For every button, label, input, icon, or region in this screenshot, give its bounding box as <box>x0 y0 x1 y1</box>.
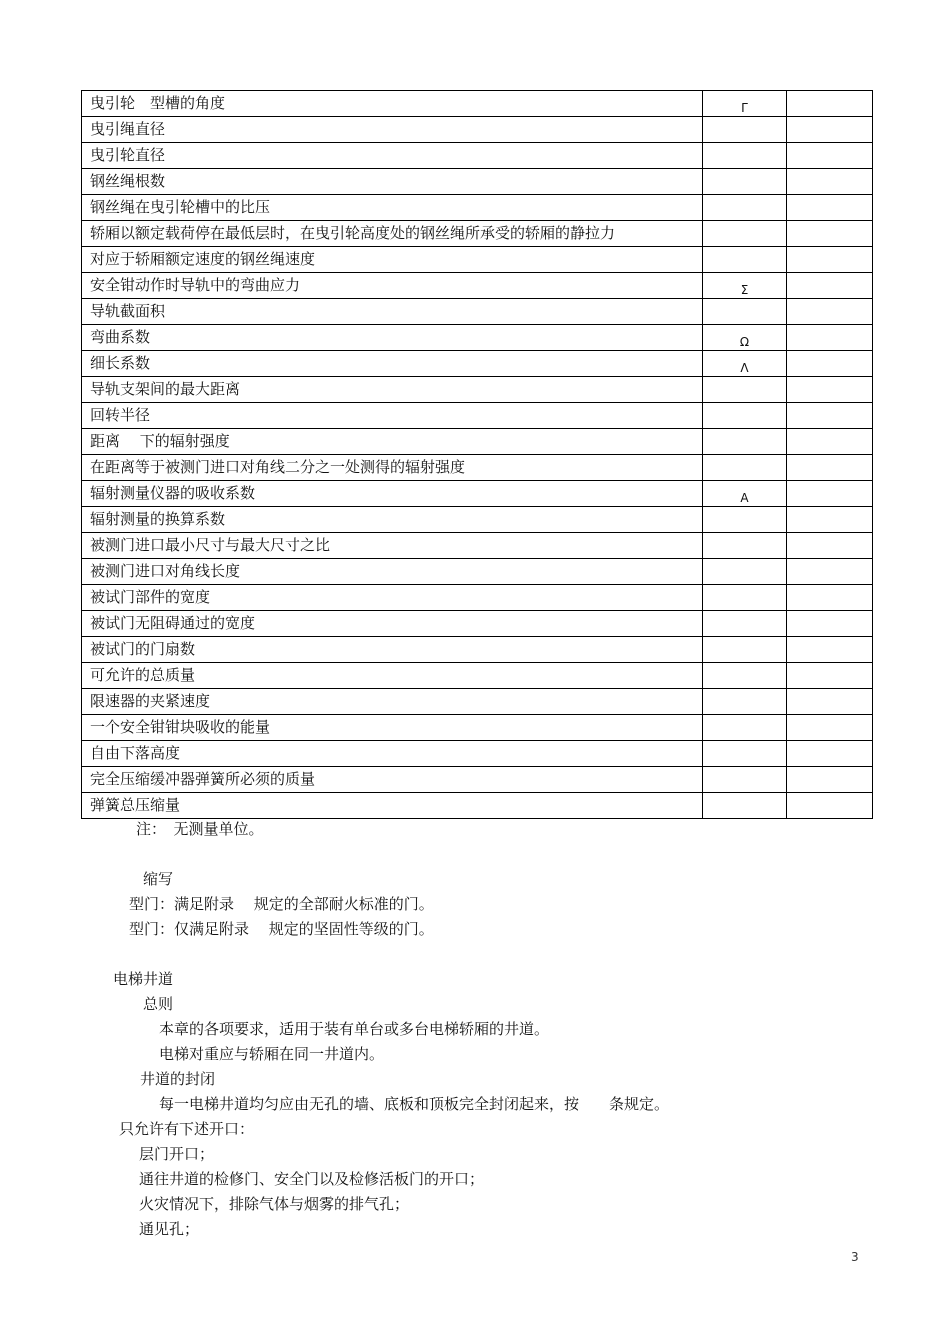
quantity-unit <box>787 195 873 221</box>
quantity-symbol <box>703 767 787 793</box>
quantity-symbol: Σ <box>703 273 787 299</box>
table-row <box>82 767 873 793</box>
quantity-description: 被试门部件的宽度 <box>82 585 703 611</box>
quantity-description: 细长系数 <box>82 351 703 377</box>
quantity-unit <box>787 585 873 611</box>
quantity-unit <box>787 273 873 299</box>
table-row <box>82 247 873 273</box>
table-row <box>82 559 873 585</box>
table-row <box>82 325 873 351</box>
opening-item-2: 通往井道的检修门、安全门以及检修活板门的开口； <box>139 1170 485 1188</box>
quantity-unit <box>787 143 873 169</box>
quantity-description: 钢丝绳根数 <box>82 169 703 195</box>
quantity-description: 对应于轿厢额定速度的钢丝绳速度 <box>82 247 703 273</box>
abbreviations-title: 缩写 <box>143 870 174 888</box>
quantity-unit <box>787 637 873 663</box>
quantity-description: 回转半径 <box>82 403 703 429</box>
quantity-symbol: Λ <box>703 351 787 377</box>
quantity-unit <box>787 169 873 195</box>
table-row <box>82 611 873 637</box>
quantity-unit <box>787 741 873 767</box>
quantity-description: 曳引轮 型槽的角度 <box>82 91 703 117</box>
quantity-symbol <box>703 663 787 689</box>
table-row <box>82 793 873 819</box>
quantity-symbol: Γ <box>703 91 787 117</box>
table-row <box>82 169 873 195</box>
quantity-unit <box>787 715 873 741</box>
quantity-unit <box>787 767 873 793</box>
quantity-description: 钢丝绳在曳引轮槽中的比压 <box>82 195 703 221</box>
quantity-unit <box>787 689 873 715</box>
quantity-symbol <box>703 377 787 403</box>
opening-item-1: 层门开口； <box>139 1145 215 1163</box>
quantity-unit <box>787 429 873 455</box>
table-row <box>82 455 873 481</box>
openings-intro: 只允许有下述开口： <box>119 1120 255 1138</box>
quantity-symbol <box>703 793 787 819</box>
closure-paragraph: 每一电梯井道均匀应由无孔的墙、底板和顶板完全封闭起来，按 条规定。 <box>159 1095 670 1113</box>
quantity-symbol <box>703 195 787 221</box>
table-row <box>82 481 873 507</box>
opening-item-3: 火灾情况下，排除气体与烟雾的排气孔； <box>139 1195 410 1213</box>
quantity-symbol <box>703 429 787 455</box>
quantity-description: 轿厢以额定载荷停在最低层时，在曳引轮高度处的钢丝绳所承受的轿厢的静拉力 <box>82 221 703 247</box>
table-row <box>82 663 873 689</box>
quantity-unit <box>787 117 873 143</box>
table-note: 注： 无测量单位。 <box>136 820 264 838</box>
quantity-symbol <box>703 143 787 169</box>
quantity-description: 一个安全钳钳块吸收的能量 <box>82 715 703 741</box>
table-row <box>82 585 873 611</box>
table-row <box>82 91 873 117</box>
table-row <box>82 351 873 377</box>
quantity-symbol: Α <box>703 481 787 507</box>
symbols-table <box>81 90 873 819</box>
quantity-symbol <box>703 533 787 559</box>
quantity-unit <box>787 403 873 429</box>
opening-item-4: 通见孔； <box>139 1220 200 1238</box>
table-row <box>82 403 873 429</box>
table-row <box>82 221 873 247</box>
quantity-unit <box>787 481 873 507</box>
quantity-symbol <box>703 507 787 533</box>
table-row <box>82 715 873 741</box>
quantity-description: 被测门进口对角线长度 <box>82 559 703 585</box>
quantity-description: 曳引绳直径 <box>82 117 703 143</box>
quantity-description: 可允许的总质量 <box>82 663 703 689</box>
quantity-description: 被试门的门扇数 <box>82 637 703 663</box>
quantity-symbol <box>703 221 787 247</box>
table-row <box>82 429 873 455</box>
quantity-unit <box>787 247 873 273</box>
quantity-symbol: Ω <box>703 325 787 351</box>
quantity-unit <box>787 299 873 325</box>
quantity-description: 安全钳动作时导轨中的弯曲应力 <box>82 273 703 299</box>
quantity-description: 被测门进口最小尺寸与最大尺寸之比 <box>82 533 703 559</box>
quantity-description: 导轨截面积 <box>82 299 703 325</box>
quantity-description: 自由下落高度 <box>82 741 703 767</box>
table-row <box>82 533 873 559</box>
table-row <box>82 273 873 299</box>
quantity-symbol <box>703 611 787 637</box>
chapter-title: 电梯井道 <box>113 970 174 988</box>
quantity-symbol <box>703 585 787 611</box>
quantity-symbol <box>703 247 787 273</box>
quantity-symbol <box>703 637 787 663</box>
quantity-unit <box>787 559 873 585</box>
quantity-description: 弹簧总压缩量 <box>82 793 703 819</box>
general-paragraph-2: 电梯对重应与轿厢在同一井道内。 <box>159 1045 385 1063</box>
quantity-description: 弯曲系数 <box>82 325 703 351</box>
quantity-symbol <box>703 169 787 195</box>
quantity-symbol <box>703 299 787 325</box>
table-row <box>82 637 873 663</box>
quantity-symbol <box>703 741 787 767</box>
quantity-description: 曳引轮直径 <box>82 143 703 169</box>
section-general-title: 总则 <box>143 995 174 1013</box>
quantity-description: 辐射测量的换算系数 <box>82 507 703 533</box>
quantity-unit <box>787 351 873 377</box>
table-row <box>82 377 873 403</box>
quantity-symbol <box>703 455 787 481</box>
quantity-description: 在距离等于被测门进口对角线二分之一处测得的辐射强度 <box>82 455 703 481</box>
quantity-description: 导轨支架间的最大距离 <box>82 377 703 403</box>
quantity-symbol <box>703 689 787 715</box>
table-row <box>82 741 873 767</box>
quantity-unit <box>787 455 873 481</box>
quantity-unit <box>787 91 873 117</box>
table-row <box>82 689 873 715</box>
section-closure-title: 井道的封闭 <box>140 1070 216 1088</box>
quantity-symbol <box>703 715 787 741</box>
quantity-description: 辐射测量仪器的吸收系数 <box>82 481 703 507</box>
quantity-unit <box>787 533 873 559</box>
general-paragraph-1: 本章的各项要求，适用于装有单台或多台电梯轿厢的井道。 <box>159 1020 550 1038</box>
quantity-unit <box>787 611 873 637</box>
abbreviation-1: 型门：满足附录 规定的全部耐火标准的门。 <box>129 895 434 913</box>
table-row <box>82 117 873 143</box>
table-row <box>82 299 873 325</box>
quantity-unit <box>787 507 873 533</box>
quantity-description: 限速器的夹紧速度 <box>82 689 703 715</box>
quantity-symbol <box>703 559 787 585</box>
quantity-unit <box>787 663 873 689</box>
quantity-unit <box>787 377 873 403</box>
abbreviation-2: 型门：仅满足附录 规定的坚固性等级的门。 <box>129 920 434 938</box>
table-row <box>82 195 873 221</box>
quantity-symbol <box>703 117 787 143</box>
quantity-unit <box>787 793 873 819</box>
quantity-description: 被试门无阻碍通过的宽度 <box>82 611 703 637</box>
symbols-table-body <box>82 91 873 819</box>
quantity-unit <box>787 325 873 351</box>
quantity-unit <box>787 221 873 247</box>
quantity-description: 完全压缩缓冲器弹簧所必须的质量 <box>82 767 703 793</box>
page-number: 3 <box>851 1250 859 1264</box>
table-row <box>82 507 873 533</box>
table-row <box>82 143 873 169</box>
quantity-symbol <box>703 403 787 429</box>
quantity-description: 距离 下的辐射强度 <box>82 429 703 455</box>
